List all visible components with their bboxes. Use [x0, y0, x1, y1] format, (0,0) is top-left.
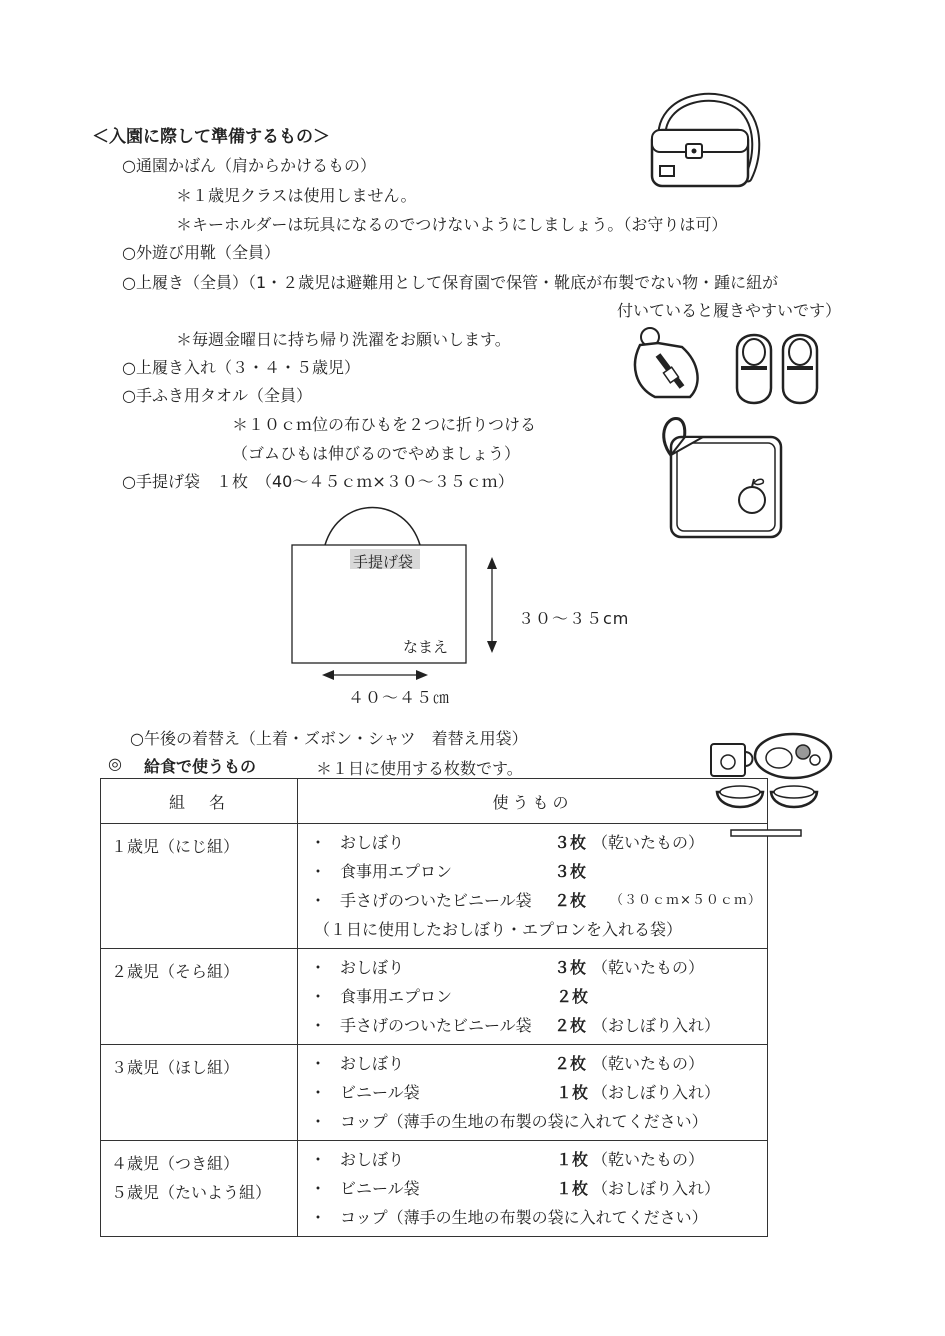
- bullet: ・: [310, 833, 327, 852]
- group-name: １歳児（にじ組）: [111, 837, 240, 856]
- item-note: （乾いたもの）: [592, 1150, 705, 1169]
- group-cell: [101, 824, 298, 949]
- item-note: （乾いたもの）: [592, 958, 705, 977]
- list-item: [298, 886, 767, 915]
- tote-name-label: なまえ: [403, 638, 449, 656]
- item-note: （乾いたもの）: [592, 833, 705, 852]
- lunch-title: 給食で使うもの: [144, 757, 257, 776]
- group-name: ２歳児（そら組）: [111, 962, 240, 981]
- item-extra-note: （１日に使用したおしぼり・エプロンを入れる袋）: [314, 920, 683, 939]
- item-quantity: ２枚: [556, 987, 589, 1006]
- group-cell: [101, 1045, 298, 1141]
- chopsticks-icon: [731, 830, 801, 836]
- item-name: コップ（薄手の生地の布製の袋に入れてください）: [340, 1112, 708, 1131]
- lunch-mark: ◎: [108, 754, 122, 773]
- bullet: ・: [310, 958, 327, 977]
- height-arrow-up: [487, 557, 497, 569]
- indoor-shoes-icon: [733, 330, 828, 408]
- tote-label: 手提げ袋: [353, 553, 414, 571]
- header-group: 組 名: [101, 779, 298, 824]
- tote-handle: [325, 508, 420, 546]
- item-outdoor-shoes: ○外遊び用靴（全員）: [122, 243, 280, 262]
- item-size-note: （３０ｃｍ×５０ｃｍ）: [610, 893, 762, 908]
- item-quantity: ２枚: [554, 891, 587, 910]
- bullet: ・: [310, 1016, 327, 1035]
- tote-bag-diagram: [280, 495, 520, 705]
- item-note: （おしぼり入れ）: [592, 1179, 721, 1198]
- item-tote-bag: ○手提げ袋 １枚 （40～４５ｃｍ×３０～３５ｃｍ）: [122, 472, 514, 491]
- list-item: [298, 1107, 767, 1136]
- bullet: ・: [310, 1150, 327, 1169]
- item-name: コップ（薄手の生地の布製の袋に入れてください）: [340, 1208, 708, 1227]
- item-quantity: ３枚: [554, 833, 587, 852]
- list-item: [298, 1078, 767, 1107]
- width-arrow-right: [416, 670, 428, 680]
- item-indoor-shoes-cont: 付いていると履きやすいです）: [617, 301, 842, 320]
- item-name: 食事用エプロン: [340, 987, 453, 1006]
- tote-width-dimension: ４０～４５㎝: [348, 688, 451, 707]
- note-indoor-shoes: ＊毎週金曜日に持ち帰り洗濯をお願いします。: [176, 330, 511, 349]
- table-row: [101, 1045, 768, 1141]
- items-cell: [298, 824, 768, 949]
- table-row: [101, 824, 768, 949]
- shoe-bag-icon: [630, 325, 710, 405]
- item-note: （おしぼり入れ）: [592, 1016, 721, 1035]
- note-towel-2: （ゴムひもは伸びるのでやめましょう）: [232, 444, 521, 463]
- item-name: ビニール袋: [340, 1083, 420, 1102]
- table-row: [101, 949, 768, 1045]
- tote-height-dimension: ３０～３５cm: [518, 609, 630, 628]
- group-name: ３歳児（ほし組）: [111, 1058, 240, 1077]
- items-cell: [298, 949, 768, 1045]
- table-row: [101, 1141, 768, 1237]
- note-bag-2: ＊キーホルダーは玩具になるのでつけないようにしましょう。（お守りは可）: [176, 215, 728, 234]
- school-bag-icon: [640, 88, 770, 198]
- item-quantity: １枚: [556, 1083, 589, 1102]
- item-indoor-shoes: ○上履き（全員）（1・２歳児は避難用として保育園で保管・靴底が布製でない物・踵に紐が: [122, 273, 779, 292]
- table-header-row: [101, 779, 768, 824]
- hand-towel-icon: [655, 415, 795, 545]
- group-name: ５歳児（たいよう組）: [111, 1183, 272, 1202]
- items-cell: [298, 1141, 768, 1237]
- lunch-items-table: [100, 778, 768, 1237]
- item-name: ビニール袋: [340, 1179, 420, 1198]
- width-arrow-left: [322, 670, 334, 680]
- note-bag-1: ＊１歳児クラスは使用しません。: [176, 186, 417, 205]
- item-name: おしぼり: [340, 833, 405, 852]
- item-quantity: ２枚: [554, 1016, 587, 1035]
- header-items: 使うもの: [298, 779, 768, 824]
- bullet: ・: [310, 1179, 327, 1198]
- item-name: 手さげのついたビニール袋: [340, 1016, 532, 1035]
- item-name: 手さげのついたビニール袋: [340, 891, 532, 910]
- group-cell: [101, 1141, 298, 1237]
- item-shoe-bag: ○上履き入れ（３・４・５歳児）: [122, 358, 360, 377]
- item-change-clothes: ○午後の着替え（上着・ズボン・シャツ 着替え用袋）: [130, 729, 528, 748]
- note-towel-1: ＊１０ｃｍ位の布ひもを２つに折りつける: [232, 415, 537, 434]
- bullet: ・: [310, 1083, 327, 1102]
- item-name: おしぼり: [340, 958, 405, 977]
- bullet: ・: [310, 862, 327, 881]
- group-cell: [101, 949, 298, 1045]
- group-name: ４歳児（つき組）: [111, 1154, 240, 1173]
- item-note: （おしぼり入れ）: [592, 1083, 721, 1102]
- list-item: [298, 1203, 767, 1232]
- item-quantity: ２枚: [554, 1054, 587, 1073]
- list-item: [298, 1145, 767, 1174]
- item-quantity: １枚: [556, 1179, 589, 1198]
- bullet: ・: [310, 1112, 327, 1131]
- list-item: [298, 1011, 767, 1040]
- item-quantity: ３枚: [554, 958, 587, 977]
- bullet: ・: [310, 1208, 327, 1227]
- lunch-note: ＊１日に使用する枚数です。: [316, 759, 523, 778]
- bullet: ・: [310, 891, 327, 910]
- bullet: ・: [310, 987, 327, 1006]
- list-item: [298, 982, 767, 1011]
- apple-icon: [739, 487, 765, 513]
- list-item: [298, 1174, 767, 1203]
- item-name: おしぼり: [340, 1054, 405, 1073]
- bullet: ・: [310, 1054, 327, 1073]
- list-item-extra: [298, 915, 767, 944]
- height-arrow-down: [487, 641, 497, 653]
- items-cell: [298, 1045, 768, 1141]
- item-quantity: １枚: [556, 1150, 589, 1169]
- item-quantity: ３枚: [554, 862, 587, 881]
- list-item: [298, 857, 767, 886]
- item-name: 食事用エプロン: [340, 862, 453, 881]
- item-note: （乾いたもの）: [592, 1054, 705, 1073]
- list-item: [298, 1049, 767, 1078]
- list-item: [298, 828, 767, 857]
- meal-set-icon: [705, 732, 835, 842]
- item-name: おしぼり: [340, 1150, 405, 1169]
- item-school-bag: ○通園かばん（肩からかけるもの）: [122, 156, 376, 175]
- list-item: [298, 953, 767, 982]
- item-towel: ○手ふき用タオル（全員）: [122, 386, 312, 405]
- section-title: ＜入園に際して準備するもの＞: [92, 127, 330, 147]
